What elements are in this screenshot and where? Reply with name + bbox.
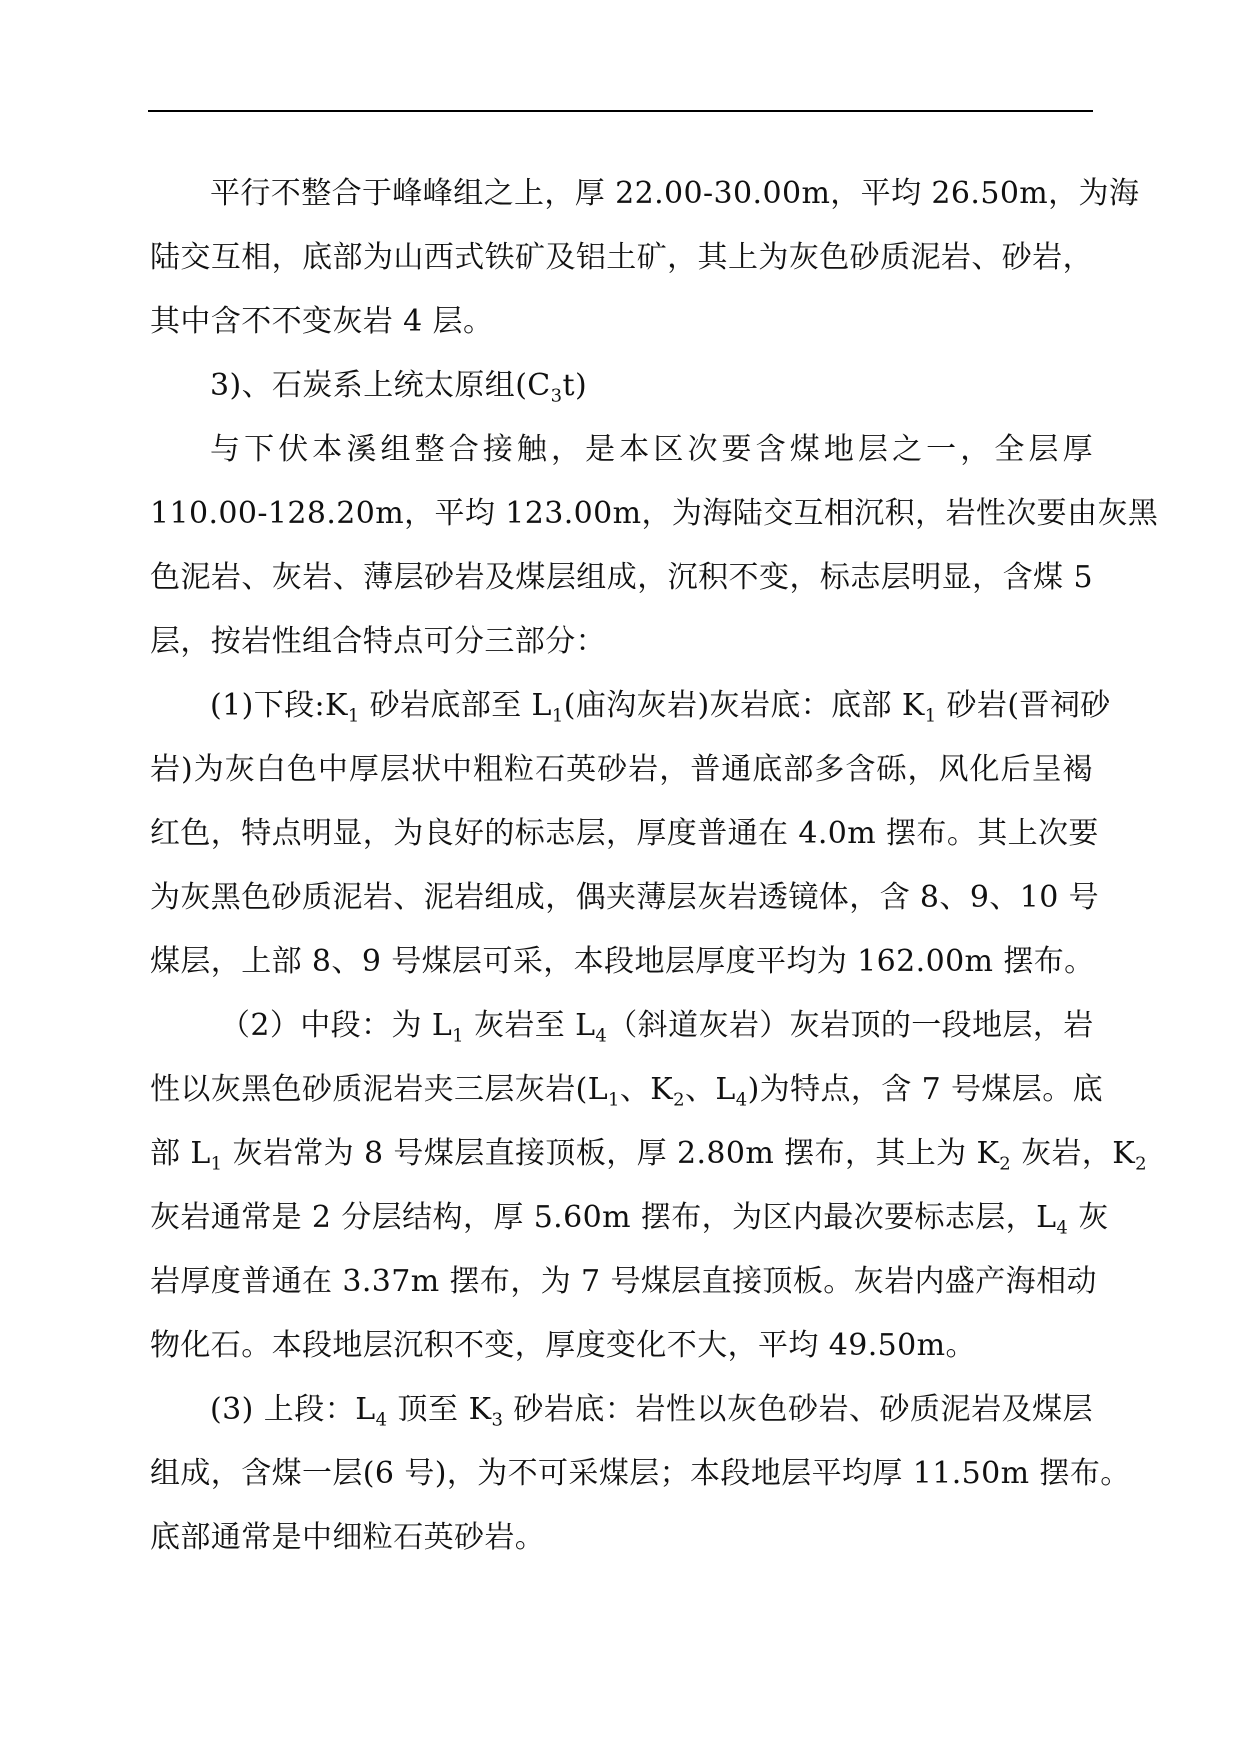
text-run: 灰 <box>1068 1200 1109 1235</box>
text-run: 其中含不不变灰岩 4 层。 <box>150 304 494 339</box>
text-run: 平行不整合于峰峰组之上，厚 22.00-30.00m，平均 26.50m，为海 <box>210 176 1140 211</box>
text-line <box>150 876 1100 920</box>
text-run: )为特点，含 7 号煤层。底 <box>747 1072 1104 1107</box>
text-run: 底部通常是中细粒石英砂岩。 <box>150 1520 546 1555</box>
text-run: 与下伏本溪组整合接触，是本区次要含煤地层之一，全层厚 <box>210 432 1093 467</box>
text-run: （2）中段：为 L <box>220 1008 453 1043</box>
text-run: 红色，特点明显，为良好的标志层，厚度普通在 4.0m 摆布。其上次要 <box>150 816 1099 851</box>
subscript: 1 <box>452 1025 465 1047</box>
section-heading <box>210 364 1093 408</box>
text-line <box>150 1260 1097 1304</box>
subscript: 3 <box>491 1409 504 1431</box>
text-line <box>150 940 1093 984</box>
subscript: 4 <box>595 1025 608 1047</box>
text-run: 、L <box>684 1072 736 1107</box>
text-run: 组成，含煤一层(6 号)，为不可采煤层；本段地层平均厚 11.50m 摆布。 <box>150 1456 1131 1491</box>
text-run: 物化石。本段地层沉积不变，厚度变化不大，平均 49.50m。 <box>150 1328 976 1363</box>
subscript: 4 <box>1056 1217 1069 1239</box>
text-run: 灰岩，K <box>1011 1136 1136 1171</box>
text-run: （斜道灰岩）灰岩顶的一段地层，岩 <box>607 1008 1094 1043</box>
text-line <box>220 1004 1093 1048</box>
header-rule <box>148 110 1093 112</box>
text-run: 煤层，上部 8、9 号煤层可采，本段地层厚度平均为 162.00m 摆布。 <box>150 944 1095 979</box>
text-line <box>150 620 1093 664</box>
text-run: (1)下段:K <box>210 688 348 723</box>
text-run: (庙沟灰岩)灰岩底：底部 K <box>563 688 925 723</box>
text-run: 灰岩通常是 2 分层结构，厚 5.60m 摆布，为区内最次要标志层，L <box>150 1200 1057 1235</box>
text-run: 灰岩常为 8 号煤层直接顶板，厚 2.80m 摆布，其上为 K <box>222 1136 1000 1171</box>
text-run: 为灰黑色砂质泥岩、泥岩组成，偶夹薄层灰岩透镜体，含 8、9、10 号 <box>150 880 1100 915</box>
subscript: 2 <box>673 1089 685 1111</box>
text-line <box>150 556 1093 600</box>
text-line <box>150 492 1159 536</box>
text-line <box>150 1132 1147 1176</box>
text-line <box>150 812 1099 856</box>
text-run: 灰岩至 L <box>464 1008 596 1043</box>
text-line <box>150 1324 1093 1368</box>
text-run: 砂岩底：岩性以灰色砂岩、砂质泥岩及煤层 <box>503 1392 1094 1427</box>
text-run: t) <box>562 368 588 403</box>
text-line <box>210 684 1111 728</box>
text-run: 3)、石炭系上统太原组(C <box>210 368 551 403</box>
text-run: 陆交互相，底部为山西式铁矿及铝土矿，其上为灰色砂质泥岩、砂岩， <box>150 240 1093 275</box>
text-line <box>150 1068 1104 1112</box>
text-line <box>150 748 1093 792</box>
subscript: 1 <box>608 1089 620 1111</box>
subscript: 1 <box>551 705 564 727</box>
text-line <box>210 172 1140 216</box>
text-run: 性以灰黑色砂质泥岩夹三层灰岩(L <box>150 1072 609 1107</box>
subscript: 3 <box>550 385 563 407</box>
subscript: 1 <box>924 705 937 727</box>
text-run: 岩厚度普通在 3.37m 摆布，为 7 号煤层直接顶板。灰岩内盛产海相动 <box>150 1264 1097 1299</box>
text-run: 砂岩(晋祠砂 <box>936 688 1111 723</box>
subscript: 1 <box>347 705 360 727</box>
text-run: 110.00-128.20m，平均 123.00m，为海陆交互相沉积，岩性次要由灰黑 <box>150 496 1159 531</box>
subscript: 4 <box>735 1089 748 1111</box>
text-line <box>210 428 1093 472</box>
subscript: 2 <box>999 1153 1012 1175</box>
subscript: 1 <box>210 1153 223 1175</box>
text-run: 岩)为灰白色中厚层状中粗粒石英砂岩，普通底部多含砾，风化后呈褐 <box>150 752 1093 787</box>
text-run: 色泥岩、灰岩、薄层砂岩及煤层组成，沉积不变，标志层明显，含煤 5 <box>150 560 1093 595</box>
text-run: 、K <box>619 1072 674 1107</box>
text-line <box>150 1452 1131 1496</box>
text-run: 顶至 K <box>387 1392 492 1427</box>
subscript: 2 <box>1135 1153 1147 1175</box>
text-line <box>210 1388 1093 1432</box>
text-run: 层，按岩性组合特点可分三部分： <box>150 624 606 659</box>
text-run: 砂岩底部至 L <box>359 688 552 723</box>
text-line <box>150 1196 1109 1240</box>
text-line <box>150 236 1093 280</box>
subscript: 4 <box>375 1409 388 1431</box>
text-line <box>150 1516 1093 1560</box>
text-line <box>150 300 1093 344</box>
text-run: (3) 上段：L <box>210 1392 376 1427</box>
text-run: 部 L <box>150 1136 211 1171</box>
